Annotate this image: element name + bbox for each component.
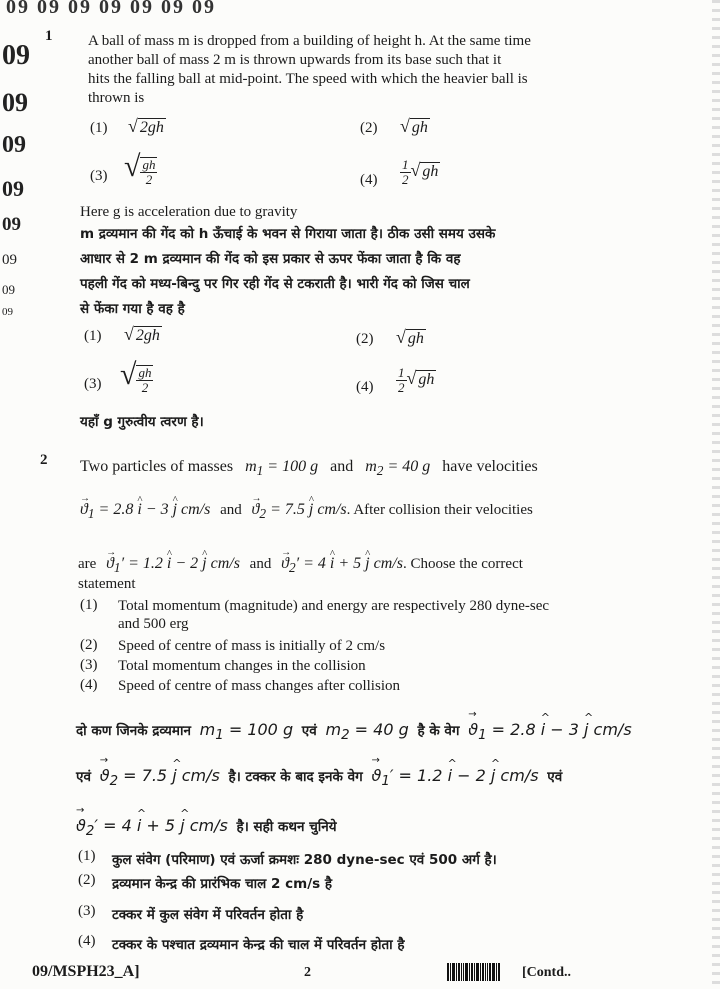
option-label: (1) <box>84 328 102 344</box>
q1-text-line: hits the falling ball at mid-point. The speed with which the heavier ball is <box>88 71 528 87</box>
q1-note: Here g is acceleration due to gravity <box>80 204 298 220</box>
q2-option-text: Speed of centre of mass changes after collision <box>118 678 400 694</box>
option-value-sqrt-gh: √ gh <box>396 327 424 347</box>
q2-text: and <box>249 556 272 572</box>
margin-code: 09 <box>2 176 24 201</box>
q2-text: . After collision their velocities <box>346 502 533 518</box>
q2-text-line <box>78 554 523 577</box>
option-label: (1) <box>90 120 108 136</box>
q2-text: . Choose the correct <box>402 556 523 572</box>
q2-option-text: Total momentum changes in the collision <box>118 658 366 674</box>
velocity-v2: → $ϑ_2 = 7.5$ ^ j <box>252 501 318 518</box>
margin-code: 09 <box>2 306 13 318</box>
option-label: (4) <box>78 933 96 949</box>
q2-hindi-text: है। सही कथन चुनिये <box>236 819 337 835</box>
unit: cm/s <box>210 555 240 572</box>
velocity-v2-prime: → $ϑ_2' = 4$ ^ i + 5 ^ j <box>76 816 190 835</box>
page-number: 2 <box>304 965 311 980</box>
q2-hindi-option: टक्कर में कुल संवेग में परिवर्तन होता है <box>112 907 304 923</box>
unit: cm/s <box>500 766 539 785</box>
option-label: (2) <box>356 331 374 347</box>
velocity-v2: → $ϑ_2 = 7.5$ ^ j <box>100 766 182 785</box>
q2-hindi-text: एवं <box>76 769 91 785</box>
question-number: 2 <box>40 452 48 468</box>
velocity-v1-prime: → $ϑ_1' = 1.2$ ^ i − 2 ^ j <box>371 766 500 785</box>
q1-hindi-line: m द्रव्यमान की गेंद को h ऊँचाई के भवन से गिराया जाता है। ठीक उसी समय उसके <box>80 226 496 242</box>
q1-hindi-line: आधार से 2 m द्रव्यमान की गेंद को इस प्रकार से ऊपर फेंका जाता है कि वह <box>80 251 461 267</box>
q1-hindi-line: से फेंका गया है वह है <box>80 301 185 317</box>
velocity-v1-prime: → $ϑ_1' = 1.2$ ^ i − 2 ^ j <box>106 555 211 572</box>
mass-m2: $m_2 = 40$ g <box>365 458 431 479</box>
velocity-v2-prime: → $ϑ_2' = 4$ ^ i + 5 ^ j <box>281 555 374 572</box>
q2-hindi-line <box>76 766 562 789</box>
scan-edge <box>712 0 720 989</box>
margin-code: 09 <box>2 214 21 235</box>
option-label: (2) <box>80 637 98 653</box>
option-value-sqrt-2gh: √ 2gh <box>128 116 164 136</box>
option-value-half-sqrt-gh: $\frac{1}{2}$ √ gh <box>402 157 439 187</box>
option-label: (1) <box>78 848 96 864</box>
option-label: (2) <box>360 120 378 136</box>
q2-hindi-option: टक्कर के पश्चात द्रव्यमान केन्द्र की चाल में परिवर्तन होता है <box>112 937 405 953</box>
question-number: 1 <box>45 28 53 44</box>
header-code-strip: 09 09 09 09 09 09 09 <box>6 0 216 18</box>
q2-text-line <box>80 500 533 523</box>
mass-m1: $m_1 = 100$ g <box>245 458 319 479</box>
q1-text-line: another ball of mass 2 m is thrown upwards from its base such that it <box>88 52 502 68</box>
footer-paper-code: 09/MSPH23_A] <box>32 963 140 980</box>
q1-hindi-note: यहाँ g गुरुत्वीय त्वरण है। <box>80 414 204 430</box>
option-label: (4) <box>360 172 378 188</box>
margin-code: 09 <box>2 252 17 268</box>
q2-hindi-text: है के वेग <box>417 723 460 739</box>
q1-text-line: thrown is <box>88 90 145 106</box>
unit: cm/s <box>373 555 403 572</box>
q2-text-line: statement <box>78 576 136 592</box>
unit: cm/s <box>317 501 347 518</box>
velocity-v1: → $ϑ_1 = 2.8$ ^ i − 3 ^ j <box>468 720 593 739</box>
q2-option-text: Speed of centre of mass is initially of 2 cm/s <box>118 638 386 654</box>
option-value-sqrt-gh-over-2: √ $\frac{gh}{2}$ <box>124 150 156 188</box>
mass-m1: $m_1 = 100$ g <box>199 720 294 744</box>
mass-m2: $m_2 = 40$ g <box>325 720 409 744</box>
option-label: (2) <box>78 872 96 888</box>
continued-marker: [Contd.. <box>522 965 572 980</box>
option-label: (3) <box>84 376 102 392</box>
q2-option-text: and 500 erg <box>118 616 189 632</box>
q2-text: and <box>330 458 354 475</box>
q2-option-text: Total momentum (magnitude) and energy are respectively 280 dyne-sec <box>118 598 550 614</box>
q2-text: and <box>220 502 242 518</box>
option-label: (4) <box>356 379 374 395</box>
margin-code: 09 <box>2 40 30 71</box>
q2-hindi-text: एवं <box>301 723 317 739</box>
margin-code: 09 <box>2 132 26 158</box>
unit: cm/s <box>593 720 632 739</box>
option-value-half-sqrt-gh: $\frac{1}{2}$ √ gh <box>398 365 435 395</box>
q2-text: have velocities <box>442 458 538 475</box>
unit: cm/s <box>189 816 228 835</box>
unit: cm/s <box>181 766 220 785</box>
option-label: (3) <box>80 657 98 673</box>
option-label: (3) <box>90 168 108 184</box>
option-value-sqrt-gh: √ gh <box>400 116 428 136</box>
q2-hindi-option: कुल संवेग (परिमाण) एवं ऊर्जा क्रमशः 280 dyne-sec एवं 500 अर्ग है। <box>112 852 497 868</box>
q1-text-line: A ball of mass m is dropped from a building of height h. At the same time <box>88 33 531 49</box>
q1-hindi-line: पहली गेंद को मध्य-बिन्दु पर गिर रही गेंद से टकराती है। भारी गेंद को जिस चाल <box>80 276 470 292</box>
q2-hindi-line <box>76 816 337 839</box>
margin-code: 09 <box>2 282 15 297</box>
q2-hindi-text: एवं <box>547 769 563 785</box>
margin-code: 09 <box>2 88 28 117</box>
option-label: (3) <box>78 903 96 919</box>
q2-text: Two particles of masses <box>80 458 234 475</box>
q2-hindi-text: है। टक्कर के बाद इनके वेग <box>228 769 363 785</box>
velocity-v1: → $ϑ_1 = 2.8$ ^ i − 3 ^ j <box>80 501 181 518</box>
q2-hindi-text: दो कण जिनके द्रव्यमान <box>76 723 191 739</box>
q2-text-line <box>80 457 538 480</box>
q2-hindi-line <box>76 720 632 743</box>
barcode-icon <box>447 963 515 981</box>
option-value-sqrt-gh-over-2: √ $\frac{gh}{2}$ <box>120 358 152 396</box>
option-value-sqrt-2gh: √ 2gh <box>124 324 160 344</box>
q2-text: are <box>78 556 97 572</box>
q2-hindi-option: द्रव्यमान केन्द्र की प्रारंभिक चाल 2 cm/s है <box>112 876 333 892</box>
option-label: (1) <box>80 597 98 613</box>
option-label: (4) <box>80 677 98 693</box>
unit: cm/s <box>181 501 211 518</box>
